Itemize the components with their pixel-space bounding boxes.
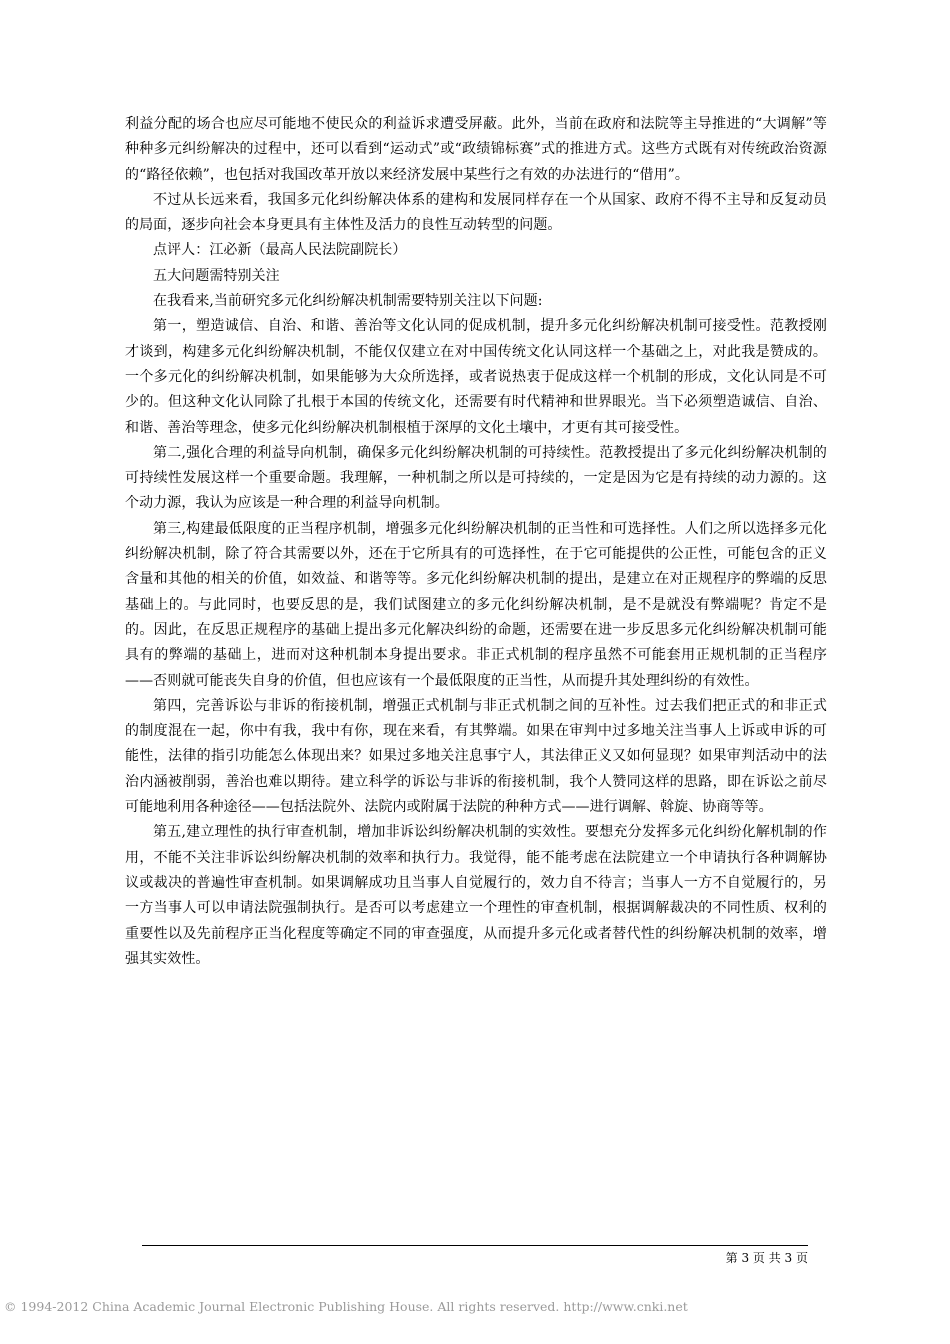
paragraph-point-5: 第五,建立理性的执行审查机制，增加非诉讼纠纷解决机制的实效性。要想充分发挥多元化纠纷化解机制的作用，不能不关注非诉讼纠纷解决机制的效率和执行力。我觉得，能不能考虑在法院建立一个申请执行各种调解协议或裁决的普遍性审查机制。如果调解成功且当事人自觉履行的，效力自不待言；当事人一方不自觉履行的，另一方当事人可以申请法院强制执行。是否可以考虑建立一个理性的审查机制，根据调解裁决的不同性质、权利的重要性以及先前程序正当化程度等确定不同的审查强度，从而提升多元化或者替代性的纠纷解决机制的效率，增强其实效性。	[125, 824, 827, 967]
commentator-line: 点评人：江必新（最高人民法院副院长）	[153, 242, 407, 259]
copyright-watermark: © 1994-2012 China Academic Journal Electronic Publishing House. All rights reserved. http://www.cnki.net	[4, 1299, 688, 1314]
paragraph-continued: 利益分配的场合也应尽可能地不使民众的利益诉求遭受屏蔽。此外，当前在政府和法院等主导推进的“大调解”等种种多元纠纷解决的过程中，还可以看到“运动式”或“政绩锦标赛”式的推进方式。这些方式既有对传统政治资源的“路径依赖”，也包括对我国改革开放以来经济发展中某些行之有效的办法进行的“借用”。	[125, 116, 827, 183]
paragraph-long-term: 不过从长远来看，我国多元化纠纷解决体系的建构和发展同样存在一个从国家、政府不得不主导和反复动员的局面，逐步向社会本身更具有主体性及活力的良性互动转型的问题。	[125, 191, 827, 234]
article-body	[125, 112, 827, 972]
section-heading: 五大问题需特别关注	[153, 267, 280, 284]
paragraph-point-1: 第一，塑造诚信、自治、和谐、善治等文化认同的促成机制，提升多元化纠纷解决机制可接受性。范教授刚才谈到，构建多元化纠纷解决机制，不能仅仅建立在对中国传统文化认同这样一个基础之上，对此我是赞成的。一个多元化的纠纷解决机制，如果能够为大众所选择，或者说热衷于促成这样一个机制的形成，文化认同是不可少的。但这种文化认同除了扎根于本国的传统文化，还需要有时代精神和世界眼光。当下必须塑造诚信、自治、和谐、善治等理念，使多元化纠纷解决机制根植于深厚的文化土壤中，才更有其可接受性。	[125, 318, 827, 436]
paragraph-intro: 在我看来,当前研究多元化纠纷解决机制需要特别关注以下问题:	[153, 293, 543, 310]
footer-divider	[142, 1245, 808, 1246]
paragraph-point-3: 第三,构建最低限度的正当程序机制，增强多元化纠纷解决机制的正当性和可选择性。人们之所以选择多元化纠纷解决机制，除了符合其需要以外，还在于它所具有的可选择性，在于它可能提供的公正性，可能包含的正义含量和其他的相关的价值，如效益、和谐等等。多元化纠纷解决机制的提出，是建立在对正规程序的弊端的反思基础上的。与此同时，也要反思的是，我们试图建立的多元化纠纷解决机制，是不是就没有弊端呢？肯定不是的。因此，在反思正规程序的基础上提出多元化解决纠纷的命题，还需要在进一步反思多元化纠纷解决机制可能具有的弊端的基础上，进而对这种机制本身提出要求。非正式机制的程序虽然不可能套用正规机制的正当程序——否则就可能丧失自身的价值，但也应该有一个最低限度的正当性，从而提升其处理纠纷的有效性。	[125, 520, 827, 689]
paragraph-point-4: 第四，完善诉讼与非诉的衔接机制，增强正式机制与非正式机制之间的互补性。过去我们把正式的和非正式的制度混在一起，你中有我，我中有你，现在来看，有其弊端。如果在审判中过多地关注当事人上诉或申诉的可能性，法律的指引功能怎么体现出来？如果过多地关注息事宁人，其法律正义又如何显现？如果审判活动中的法治内涵被削弱，善治也难以期待。建立科学的诉讼与非诉的衔接机制，我个人赞同这样的思路，即在诉讼之前尽可能地利用各种途径——包括法院外、法院内或附属于法院的种种方式——进行调解、斡旋、协商等等。	[125, 697, 827, 816]
page-number: 第 3 页 共 3 页	[725, 1251, 808, 1265]
paragraph-point-2: 第二,强化合理的利益导向机制，确保多元化纠纷解决机制的可持续性。范教授提出了多元化纠纷解决机制的可持续性发展这样一个重要命题。我理解，一种机制之所以是可持续的，一定是因为它是有持续的动力源的。这个动力源，我认为应该是一种合理的利益导向机制。	[125, 444, 827, 512]
